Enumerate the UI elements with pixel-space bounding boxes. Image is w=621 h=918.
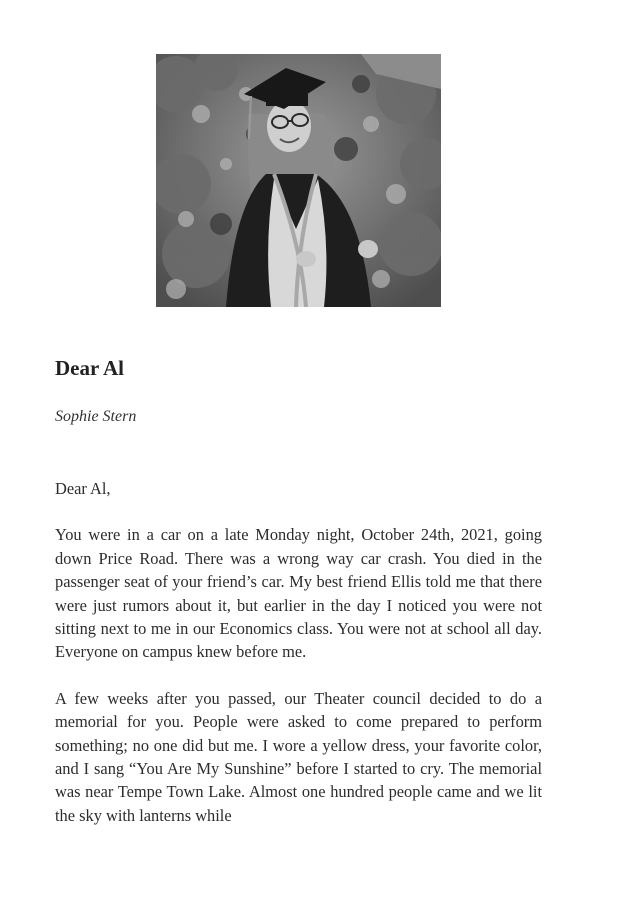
body-paragraph: You were in a car on a late Monday night, October 24th, 2021, going down Price Road. There was a wrong way car crash. You died in the passenger seat of your friend’s car. My best friend Ellis told me that there were just rumors about it, but earlier in the day I noticed you were not sitting next to me in our Economics class. You were not at school all day. Everyone on campus knew before me. (55, 525, 542, 662)
graduate-portrait-photo (156, 54, 441, 307)
greeting-line: Dear Al, (55, 479, 111, 498)
author-byline: Sophie Stern (55, 408, 137, 425)
article-title: Dear Al (55, 356, 125, 380)
article-body (55, 477, 542, 850)
body-paragraph: A few weeks after you passed, our Theater council decided to do a memorial for you. People were asked to come prepared to perform something; no one did but me. I wore a yellow dress, your favorite color, and I sang “You Are My Sunshine” before I started to cry. The memorial was near Tempe Town Lake. Almost one hundred people came and we lit the sky with lanterns while (55, 688, 542, 825)
